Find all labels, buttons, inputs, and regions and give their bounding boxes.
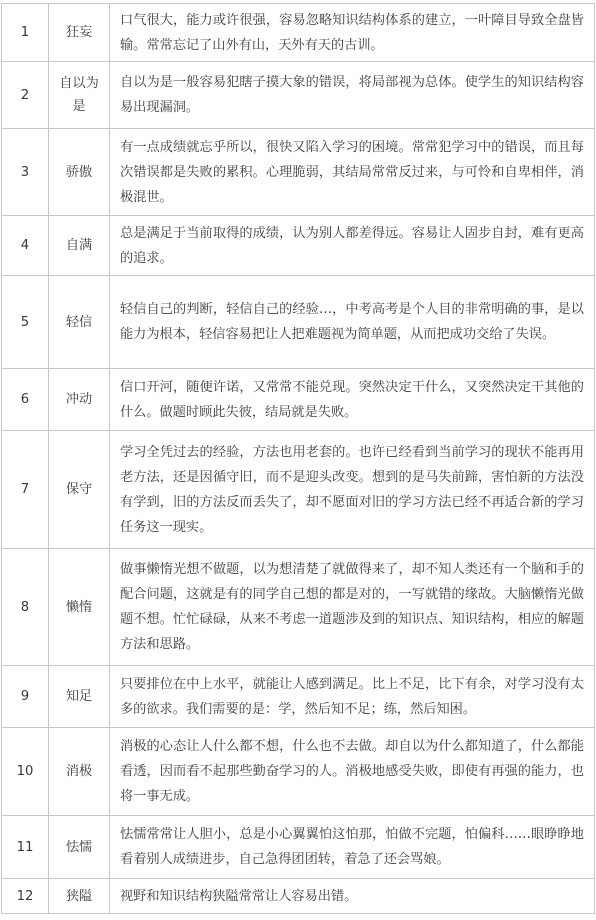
row-term: 保守: [49, 431, 110, 549]
table-row: [2, 4, 595, 62]
row-number: 12: [2, 879, 49, 914]
table-row: [2, 879, 595, 914]
row-description: 视野和知识结构狭隘常常让人容易出错。: [110, 879, 595, 914]
table-row: [2, 549, 595, 666]
table-row: [2, 816, 595, 879]
row-description: 只要排位在中上水平，就能让人感到满足。比上不足，比下有余，对学习没有太多的欲求。我们需要的是：学，然后知不足；练，然后知困。: [110, 666, 595, 728]
row-number: 6: [2, 369, 49, 431]
traits-table: [1, 3, 595, 914]
table-row: [2, 216, 595, 276]
row-number: 1: [2, 4, 49, 62]
row-description: 做事懒惰光想不做题，以为想清楚了就做得来了，却不知人类还有一个脑和手的配合问题，这就是有的同学自己想的都是对的，一写就错的缘故。大脑懒惰光做题不想。忙忙碌碌，从来不考虑一道题涉及到的知识点、知识结构，相应的解题方法和思路。: [110, 549, 595, 666]
row-term: 骄傲: [49, 129, 110, 216]
row-term: 轻信: [49, 276, 110, 369]
row-number: 2: [2, 62, 49, 129]
row-description: 自以为是一般容易犯瞎子摸大象的错误，将局部视为总体。使学生的知识结构容易出现漏洞。: [110, 62, 595, 129]
table-row: [2, 369, 595, 431]
table-row: [2, 129, 595, 216]
row-term: 狂妄: [49, 4, 110, 62]
row-term: 狭隘: [49, 879, 110, 914]
row-term: 冲动: [49, 369, 110, 431]
row-number: 4: [2, 216, 49, 276]
table-row: [2, 62, 595, 129]
row-description: 口气很大，能力或许很强，容易忽略知识结构体系的建立，一叶障目导致全盘皆输。常常忘记了山外有山，天外有天的古训。: [110, 4, 595, 62]
row-number: 10: [2, 728, 49, 816]
row-description: 信口开河，随便许诺，又常常不能兑现。突然决定干什么，又突然决定干其他的什么。做题时顾此失彼，结局就是失败。: [110, 369, 595, 431]
table-row: [2, 431, 595, 549]
row-description: 怯懦常常让人胆小，总是小心翼翼怕这怕那，怕做不完题，怕偏科……眼睁睁地看着别人成绩进步，自己急得团团转，着急了还会骂娘。: [110, 816, 595, 879]
row-number: 8: [2, 549, 49, 666]
row-term: 自以为是: [49, 62, 110, 129]
row-term: 懒惰: [49, 549, 110, 666]
row-description: 消极的心态让人什么都不想，什么也不去做。却自以为什么都知道了，什么都能看透，因而看不起那些勤奋学习的人。消极地感受失败，即使有再强的能力，也将一事无成。: [110, 728, 595, 816]
table-row: [2, 728, 595, 816]
traits-table-body: [2, 4, 595, 914]
row-number: 7: [2, 431, 49, 549]
row-term: 怯懦: [49, 816, 110, 879]
row-description: 学习全凭过去的经验，方法也用老套的。也许已经看到当前学习的现状不能再用老方法，还是因循守旧，而不是迎头改变。想到的是马失前蹄，害怕新的方法没有学到，旧的方法反而丢失了，却不愿面对旧的学习方法已经不再适合新的学习任务这一现实。: [110, 431, 595, 549]
row-term: 自满: [49, 216, 110, 276]
row-number: 3: [2, 129, 49, 216]
row-number: 11: [2, 816, 49, 879]
row-description: 总是满足于当前取得的成绩，认为别人都差得远。容易让人固步自封，难有更高的追求。: [110, 216, 595, 276]
row-term: 消极: [49, 728, 110, 816]
row-number: 9: [2, 666, 49, 728]
table-row: [2, 666, 595, 728]
row-description: 轻信自己的判断，轻信自己的经验…，中考高考是个人目的非常明确的事，是以能力为根本，轻信容易把让人把难题视为简单题，从而把成功交给了失误。: [110, 276, 595, 369]
row-number: 5: [2, 276, 49, 369]
row-description: 有一点成绩就忘乎所以，很快又陷入学习的困境。常常犯学习中的错误，而且每次错误都是失败的累积。心理脆弱，其结局常常反过来，与可怜和自卑相伴，消极混世。: [110, 129, 595, 216]
row-term: 知足: [49, 666, 110, 728]
table-row: [2, 276, 595, 369]
